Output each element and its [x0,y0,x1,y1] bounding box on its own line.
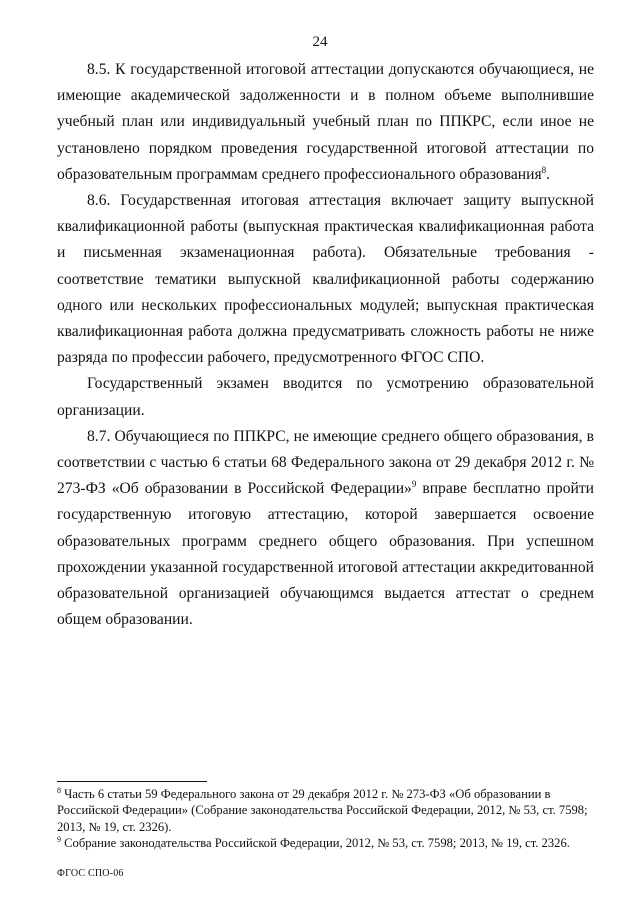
footnote-ref[interactable]: 8 [541,164,547,175]
paragraph-8-6 [57,188,594,371]
footnote-text: Собрание законодательства Российской Федерации, 2012, № 53, ст. 7598; 2013, № 19, ст. 2326. [61,836,570,851]
document-body [57,57,594,633]
footnote-text: Часть 6 статьи 59 Федерального закона от 29 декабря 2012 г. № 273-ФЗ «Об образовании в Российской Федерации» (Собрание законодательства Российской Федерации, 2012, № 53, ст. 7598; 2013, № 19, ст. 2326). [57,787,588,834]
footnote-mark: 8 [57,785,61,795]
paragraph-text-tail: . [546,165,551,183]
paragraph-8-7 [57,424,594,634]
paragraph-text-tail: вправе бесплатно пройти государственную итоговую аттестацию, которой завершается освоение образовательных программ среднего общего образования. При успешном прохождении указанной государственной итоговой аттестации аккредитованной образовательной организацией обучающимся выдается аттестат о среднем общем образовании. [57,480,594,629]
paragraph-8-5 [57,57,594,188]
footnote-8 [57,786,597,835]
footnote-mark: 9 [57,835,61,845]
paragraph-text: 8.6. Государственная итоговая аттестация включает защиту выпускной квалификационной работы (выпускная практическая квалификационная работа и письменная экзаменационная работа). Обязательные требования - соответствие тематики выпускной квалификационной работы содержанию одного или нескольких профессиональных модулей; выпускная практическая квалификационная работа должна предусматривать сложность работы не ниже разряда по профессии рабочего, предусмотренного ФГОС СПО. [57,192,594,367]
paragraph-text: Государственный экзамен вводится по усмотрению образовательной организации. [57,375,594,419]
footnote-separator [57,781,207,782]
footnote-ref[interactable]: 9 [411,479,417,490]
paragraph-text: 8.7. Обучающиеся по ППКРС, не имеющие среднего общего образования, в соответствии с частью 6 статьи 68 Федерального закона от 29 декабря 2012 г. № 273-ФЗ «Об образовании в Российской Федерации» [57,427,594,498]
document-code: ФГОС СПО-06 [57,868,124,879]
footnote-9 [57,835,597,851]
footnotes [57,786,597,852]
paragraph-state-exam [57,371,594,423]
page-number: 24 [312,34,328,50]
paragraph-text: 8.5. К государственной итоговой аттестации допускаются обучающиеся, не имеющие академической задолженности и в полном объеме выполнившие учебный план или индивидуальный учебный план по ППКРС, если иное не установлено порядком проведения государственной итоговой аттестации по образовательным программам среднего профессионального образования [57,61,594,183]
